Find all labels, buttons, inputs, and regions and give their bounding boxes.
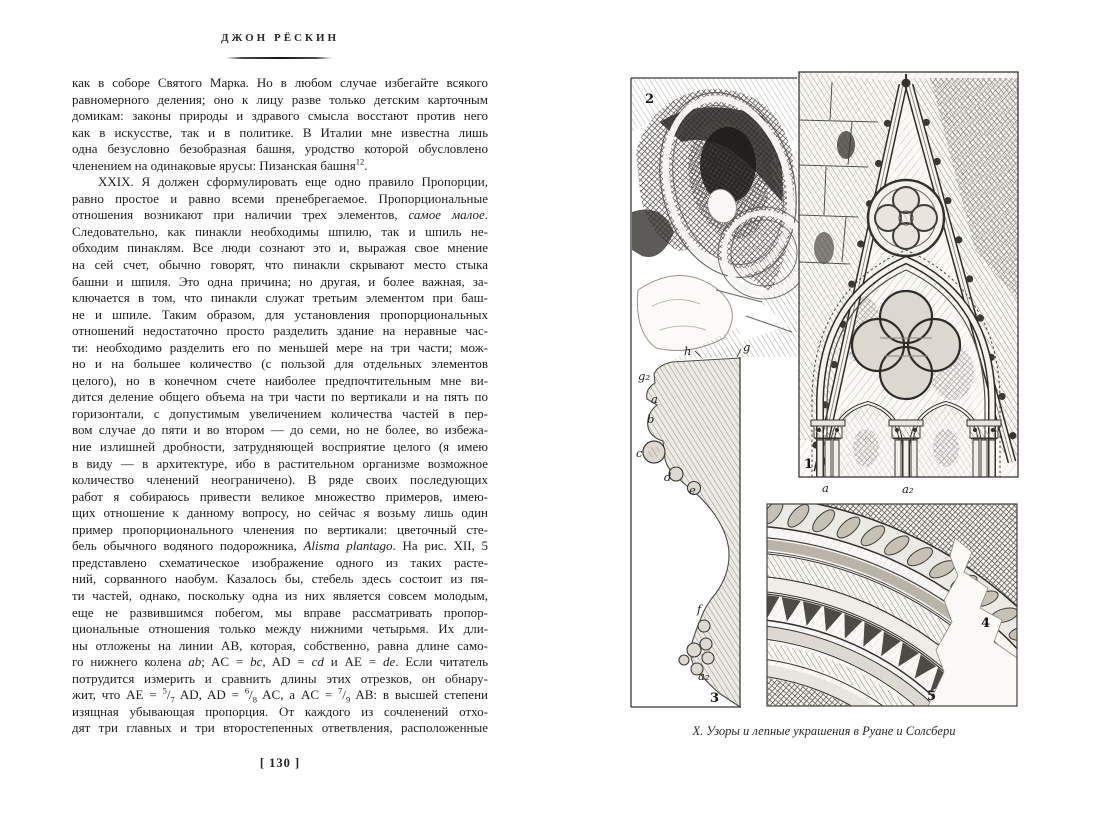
text-line: Следовательно, как пинакли необходимы шпилю, так и шпиль не- <box>72 223 488 239</box>
text-line: вом случае до пяти и во втором — до семи, но не более, во избежа- <box>72 422 488 438</box>
running-head: ДЖОН РЁСКИН <box>220 32 340 44</box>
panel-3-molding-profile <box>643 326 740 707</box>
figure-label: e <box>689 483 696 497</box>
figure-label: b <box>647 412 655 426</box>
text-line: бель обычного водяного подорожника, Alisma plantago. На рис. XII, 5 <box>72 538 489 554</box>
figure-label: f <box>697 602 702 616</box>
figure-label: 5 <box>927 689 937 704</box>
text-line: XXIX. Я должен сформулировать еще одно правило Пропорции, <box>98 174 488 190</box>
text-line: ключается в том, что пинакли служат третьим элементом при баш- <box>72 290 488 306</box>
panel-2-spandrel-sketch <box>632 77 816 357</box>
figure-label: c <box>636 446 643 460</box>
figure-x-ornaments-illustration <box>618 62 1030 722</box>
text-line: домикам: законы природы и здравого смысла восстают против него <box>72 108 488 124</box>
text-line: ние излишней дробности, затрудняющей восприятие целого (я имею <box>72 439 488 455</box>
figure-label: h <box>684 344 692 358</box>
figure-label: g₂ <box>638 369 650 383</box>
text-line: потрудится измерить и сравнить длины этих отрезков, он обнару- <box>72 670 488 686</box>
figure-label: 1 <box>804 457 814 472</box>
text-line: еще не развившимся побегом, мы вправе рассматривать пропор- <box>72 604 488 620</box>
text-line: ти: необходимо разделить его по меньшей мере на три части; мож- <box>72 339 488 355</box>
text-line: членением на одинаковые ярусы: Пизанская башня$^{12}$. <box>72 156 368 173</box>
figure-label: 3 <box>710 691 720 706</box>
figure-label: 2 <box>645 92 655 107</box>
page-number: [ 130 ] <box>259 756 301 770</box>
text-line: циональные отношения только между нижними четырьмя. Их дли- <box>72 621 488 637</box>
figure-label: a₂ <box>698 669 710 683</box>
text-line: одна безусловно безобразная башня, уродство которой обусловлено <box>72 141 488 157</box>
text-line: горизонтали, с допустимым увеличением количества частей в пер- <box>72 405 488 421</box>
text-line: дится деление общего объема на три части по вертикали и на пять по <box>72 389 488 405</box>
text-line: представлено схематическое изображение одного из таких расте- <box>72 554 488 570</box>
text-line: как в искусстве, так и в политике. В Италии мне известна лишь <box>72 124 488 140</box>
text-line: жит, что AE = $^5/_7$ AD, AD = $^6/_8$ AC, а AC = $^7/_9$ AB: в высшей степени <box>72 685 488 705</box>
text-line: ти частей, однако, поскольку одна из них является совсем молодым, <box>72 587 488 603</box>
text-line: башни и шпиля. Это одна причина; но другая, и более важная, за- <box>72 273 488 289</box>
text-line: равномерного деления; оно к лицу разве только детским карточным <box>72 91 488 107</box>
figure-label: 4 <box>981 616 991 631</box>
text-line: не и шпиле. Таким образом, для установления пропорциональных <box>72 306 488 322</box>
figure-caption: X. Узоры и лепные украшения в Руане и Солсбери <box>692 724 956 738</box>
figure-label: a <box>822 481 829 495</box>
text-line: в виду — в архитектуре, ибо в растительном организме возможное <box>72 455 488 471</box>
text-line: равно простое и равно всеми пренебрегаемое. Пропорциональные <box>72 190 488 206</box>
text-line: количество членений неограничено). В ряде своих последующих <box>72 472 488 488</box>
figure-label: a <box>651 392 658 406</box>
text-line: на сей счет, обычно говорят, что пинакли скрывают место стыка <box>72 257 488 273</box>
text-line: изящная убывающая пропорция. От каждого из сочленений отхо- <box>72 703 488 719</box>
figure-label: d <box>664 470 672 484</box>
text-line: целого), но в конечном счете наиболее предпочтительным мне ви- <box>72 372 488 388</box>
body-text <box>72 75 488 737</box>
text-line: го нижнего колена ab; AC = bc, AD = cd и AE = de. Если читатель <box>72 654 489 670</box>
text-line: но и на большее количество (с пользой для отдельных элементов <box>72 356 488 372</box>
text-line: ны отложены на линии AB, которая, собственно, равна длине само- <box>72 637 488 653</box>
text-line: работ я собираюсь привести великое множество примеров, имею- <box>72 488 488 504</box>
figure-label: g <box>743 340 751 354</box>
text-line: как в соборе Святого Марка. Но в любом случае избегайте всякого <box>72 75 488 90</box>
text-line: отношения возникают при наличии трех элементов, самое малое. <box>72 207 488 223</box>
header-rule <box>226 57 332 59</box>
panel-1-gothic-gable <box>799 72 1018 477</box>
text-line: отношений недостаточно просто разделить здание на неравные час- <box>72 323 488 339</box>
text-line: ний, сорванного наобум. Казалось бы, стебель здесь состоит из пя- <box>72 571 488 587</box>
text-line: дят три главных и три второстепенных ответвления, расположенные <box>72 720 488 736</box>
text-line: обходим пинаклям. Все люди сознают это и, выражая свое мнение <box>72 240 488 256</box>
figure-label: a₂ <box>902 482 914 496</box>
text-line: пример пропорционального членения по вертикали: цветочный сте- <box>72 521 488 537</box>
text-line: щих отношение к данному вопросу, но сейчас я возьму лишь один <box>72 505 488 521</box>
